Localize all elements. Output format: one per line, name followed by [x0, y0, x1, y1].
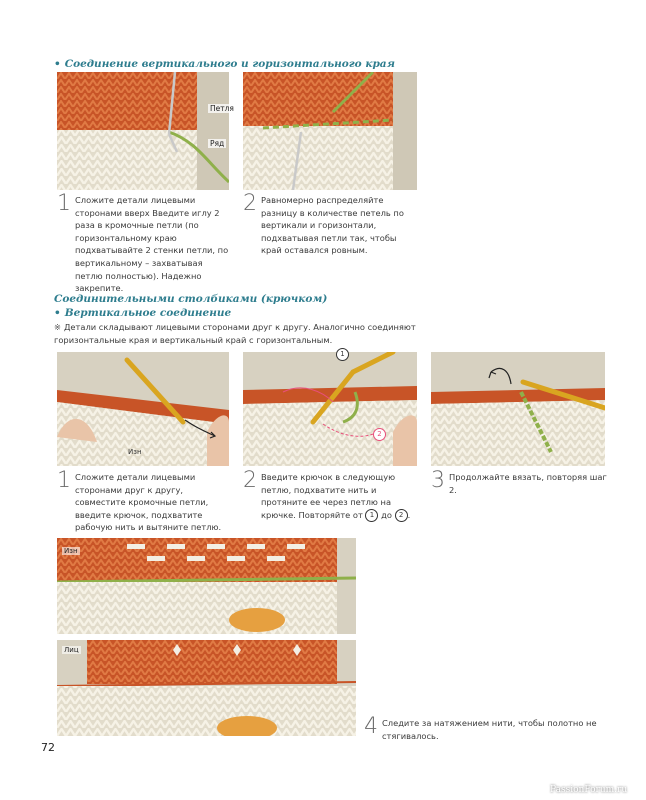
section1-title-text: Соединение вертикального и горизонтального края — [64, 58, 395, 70]
section2-subtitle — [54, 307, 231, 320]
step2-text-a: Введите крючок в следующую петлю, подхватите нить и протяните ее через петлю на крючке. Повторяйте от — [261, 472, 396, 520]
section1-step2-text: Равномерно распределяйте разницу в количестве петель по вертикали и горизонтали, подхватывая петли так, чтобы край оставался ровным. — [261, 195, 404, 256]
photo-label-wrong-side: Изн — [128, 448, 142, 456]
watermark: PassionForum.ru — [550, 785, 628, 795]
photo-result-right-side — [57, 640, 356, 736]
photo-label-wrong: Изн — [64, 547, 78, 555]
photo-crochet-step2 — [243, 352, 417, 466]
photo-label-row: Ряд — [210, 139, 225, 148]
marker-2: 2 — [373, 428, 386, 441]
photo-seam-step1 — [57, 72, 229, 190]
photo-crochet-step3 — [431, 352, 605, 466]
step2-text-c: . — [407, 509, 411, 520]
section1-step1-number: 1 — [57, 191, 71, 216]
marker-1: 1 — [336, 348, 349, 361]
section2-note — [54, 321, 424, 346]
section2-subtitle-bullet: • — [54, 307, 61, 319]
section2-step2-text — [261, 471, 419, 522]
section2-step1-text: Сложите детали лицевыми сторонами друг к другу, совместите кромочные петли, введите крючок, подхватите рабочую нить и вытяните петлю. — [75, 472, 222, 533]
section1-step1-text: Сложите детали лицевыми сторонами вверх Введите иглу 2 раза в кромочные петли (по горизонтальному краю подхватывайте 2 стенки петли, по вертикальному – захватывая петлю полностью). Надежно закрепите. — [75, 195, 229, 294]
photo-label-loop: Петля — [210, 104, 234, 113]
section2-step2-number: 2 — [243, 468, 257, 493]
section2-title: Соединительными столбиками (крючком) — [54, 293, 328, 305]
photo-crochet-step1 — [57, 352, 229, 466]
photo-label-right: Лиц — [64, 646, 79, 654]
photo-result-wrong-side — [57, 538, 356, 634]
page-number: 72 — [41, 741, 55, 754]
step2-ref-2: 2 — [395, 509, 408, 522]
step2-text-b: до — [381, 509, 392, 520]
section2-step3-text: Продолжайте вязать, повторяя шаг 2. — [449, 472, 607, 495]
section1-bullet: • — [54, 58, 61, 70]
section2-step1-number: 1 — [57, 468, 71, 493]
section1-step2-number: 2 — [243, 191, 257, 216]
section3-step4-text: Следите за натяжением нити, чтобы полотно не стягивалось. — [382, 718, 597, 741]
section2-subtitle-text: Вертикальное соединение — [64, 307, 232, 319]
step2-ref-1: 1 — [365, 509, 378, 522]
section2-step3-number: 3 — [431, 468, 445, 493]
section1-title — [54, 58, 395, 71]
note-text: Детали складывают лицевыми сторонами друг к другу. Аналогично соединяют горизонтальные края и вертикальный край с горизонтальным. — [54, 322, 416, 345]
photo-seam-step2 — [243, 72, 417, 190]
section3-step4-number: 4 — [364, 714, 378, 739]
note-mark: ※ — [54, 322, 61, 332]
